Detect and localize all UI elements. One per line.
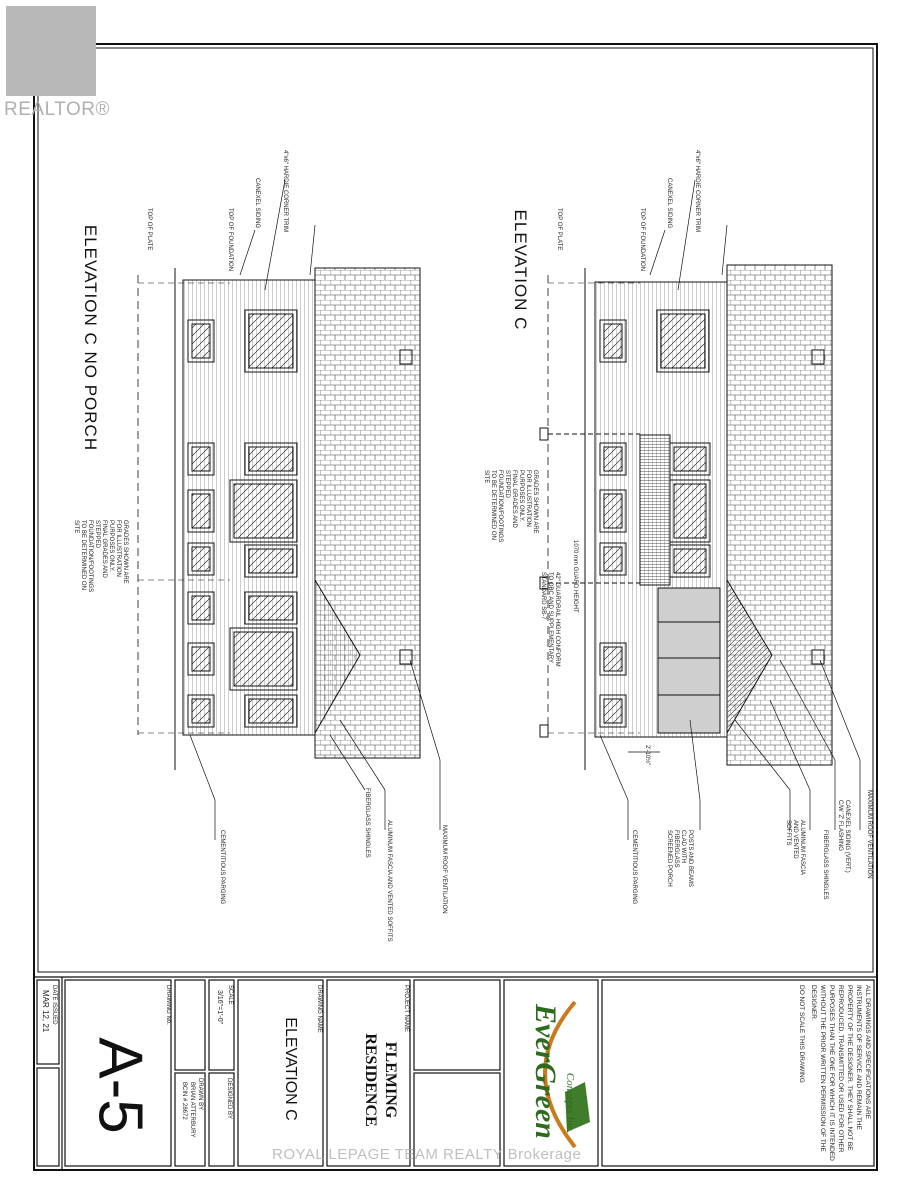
disclaimer-text: ALL DRAWINGS AND SPECIFICATIONS ARE INSTRUMENTS OF SERVICE AND REMAIN THE PROPERTY OF THE DESIGNER. THEY SHALL NOT BE REPRODUCED, TRANSMITTED OR USED FOR OTHER PURPOSES THAN THE ONE FOR WHICH IT IS INTENDED WITHOUT THE PRIOR WRITTEN PERMISSION OF THE DESIGNER. [810,985,871,1161]
note-canexel-vert: CANEXEL SIDING (VERT.) C/W 'Z' FLASHING [837,800,850,873]
note-cementitious-parging: CEMENTITIOUS PARGING [219,830,225,905]
note-top-of-foundation: TOP OF FOUNDATION [227,208,233,272]
scale-label: SCALE [227,985,233,1005]
date-issued-value: MAR 12, 21 [41,990,50,1033]
project-name-value: FLEMING RESIDENCE [362,1033,399,1127]
dimension-label: 2'-10½" [644,745,650,766]
note-cementitious-parging: CEMENTITIOUS PARGING [631,830,637,905]
sheet-number: A-5 [85,1037,155,1134]
evergreen-logo-text: EverGreen [529,1004,562,1139]
note-maximum-roof-vent: MAXIMUM ROOF VENTILATION [866,790,872,879]
designed-by-label: DESIGNED BY [226,1078,232,1120]
note-grades: GRADES SHOWN ARE FOR ILLUSTRATION PURPOSES ONLY. FINAL GRADES AND STEPPED FOUNDATION/FOOTINGS TO BE DETERMINED ON SITE [73,520,128,593]
note-aluminum-fascia: ALUMINUM FASCIA AND VENTED SOFFITS [386,820,392,942]
note-top-of-plate: TOP OF PLATE [146,208,152,251]
brokerage-watermark: ROYAL LEPAGE TEAM REALTY Brokerage [272,1146,582,1163]
realtor-logo-text: REALTOR® [4,99,110,120]
bcin-value: BCIN # 28672 [181,1082,187,1120]
drawn-by-label: DRAWN BY [197,1078,203,1111]
note-top-of-plate: TOP OF PLATE [556,208,562,251]
note-guard-spec: 42" GUARDRAIL HIGH CONFORM TO OBC AND SUPPLEMENTARY STANDARD SB-7 [540,572,560,667]
elevation-with-porch [540,180,860,840]
date-issued-label: DATE ISSUED [51,985,57,1025]
note-fiberglass-shingles: FIBERGLASS SHINGLES [364,788,370,858]
note-aluminum-fascia: ALUMINUM FASCIA AND VENTED SOFFITS [785,820,805,875]
drawing-name-value: ELEVATION C [282,1017,299,1121]
screened-porch [658,588,720,733]
scale-value: 3/16"=1'-0" [216,990,223,1025]
note-grades: GRADES SHOWN ARE FOR ILLUSTRATION PURPOSES ONLY. FINAL GRADES AND STEPPED FOUNDATION/FOOTINGS TO BE DETERMINED ON SITE [483,470,538,543]
evergreen-logo [505,982,597,1164]
note-canexel-siding: CANEXEL SIDING [254,178,260,229]
note-posts-beams: POSTS AND BEAMS CLAD WITH FIBERGLASS SCREENED PORCH [666,830,693,888]
bottom-elevation-title: ELEVATION C [511,209,530,331]
note-top-of-foundation: TOP OF FOUNDATION [639,208,645,272]
note-fiberglass-shingles: FIBERGLASS SHINGLES [822,830,828,900]
realtor-logo [0,0,110,130]
guard-railing [640,435,670,585]
elevation-no-porch [138,180,440,840]
note-canexel-siding: CANEXEL SIDING [666,178,672,229]
top-elevation-title: ELEVATION C NO PORCH [81,224,100,452]
note-maximum-roof-vent: MAXIMUM ROOF VENTILATION [441,825,447,914]
drawing-no-label: DRAWING No. [165,985,171,1025]
drawing-name-label: DRAWING NAME [316,985,322,1033]
evergreen-logo-subtext: Concepts Inc. [564,1072,576,1134]
note-hardie-trim: 4"x6" HARDIE CORNER TRIM [694,150,700,233]
title-block [34,977,877,1170]
drawn-by-value: BRIAN ATTERBURY [189,1082,195,1138]
note-hardie-trim: 4"x6" HARDIE CORNER TRIM [282,150,288,233]
project-name-label: PROJECT NAME [403,985,409,1032]
note-guard-height: 1070 mm GUARD HEIGHT [572,540,578,613]
do-not-scale-text: DO NOT SCALE THIS DRAWING [798,985,805,1083]
realtor-logo-mark [6,6,96,96]
